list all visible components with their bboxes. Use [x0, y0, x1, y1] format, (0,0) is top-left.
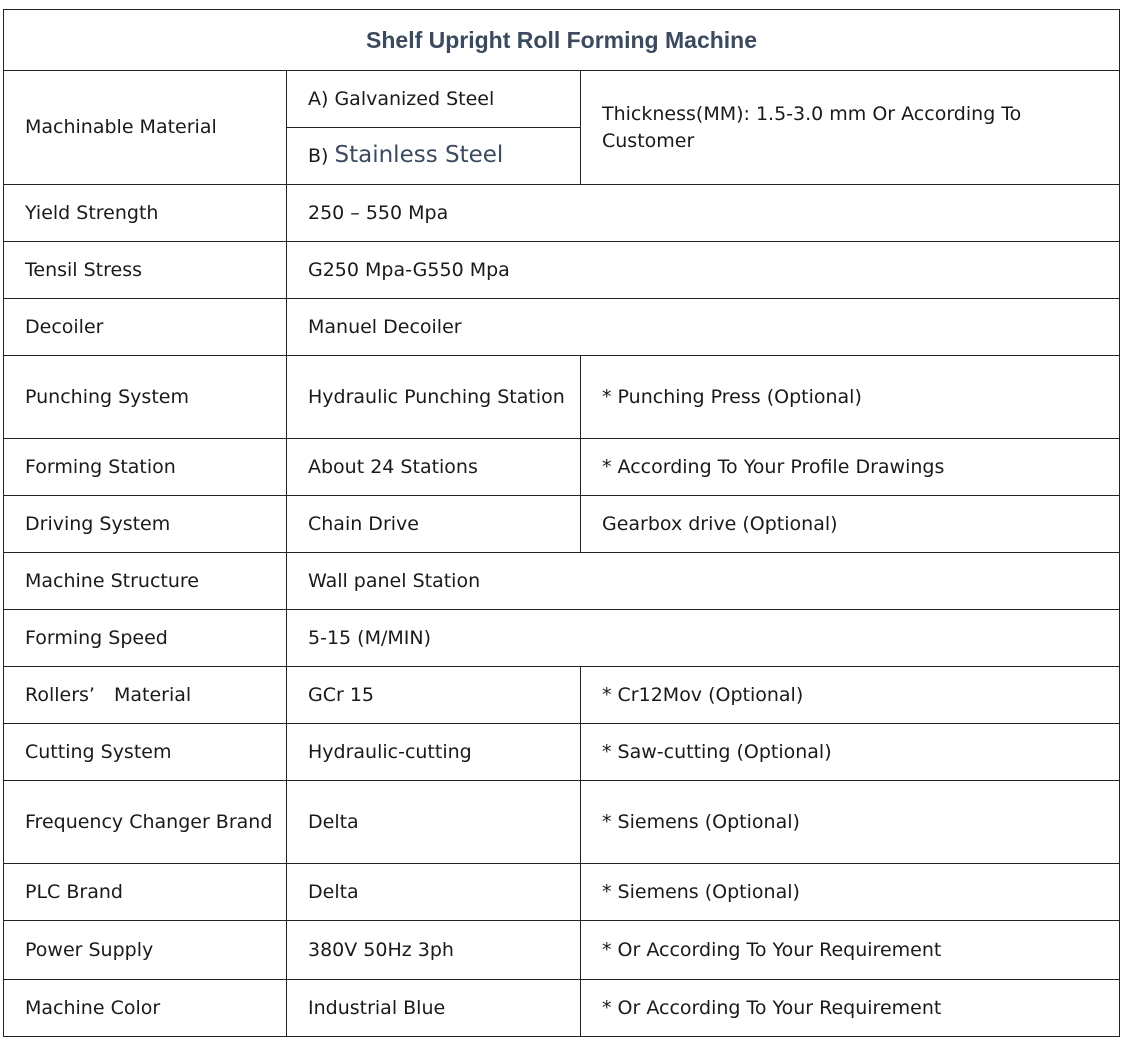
row-option: * Or According To Your Requirement [581, 921, 1120, 980]
table-row-punching-system [4, 356, 1120, 439]
row-value: 380V 50Hz 3ph [287, 921, 581, 980]
row-option: * Or According To Your Requirement [581, 980, 1120, 1037]
material-option-b-text: Stainless Steel [334, 142, 504, 168]
row-option: * Siemens (Optional) [581, 781, 1120, 864]
table-row-cutting-system [4, 724, 1120, 781]
table-row-rollers-material [4, 667, 1120, 724]
row-option: * Siemens (Optional) [581, 864, 1120, 921]
table-row-machinable-material [4, 71, 1120, 128]
table-row-tensil-stress [4, 242, 1120, 299]
row-value: Delta [287, 864, 581, 921]
table-row-machine-color [4, 980, 1120, 1037]
row-value: About 24 Stations [287, 439, 581, 496]
table-row-forming-speed [4, 610, 1120, 667]
row-value: GCr 15 [287, 667, 581, 724]
material-option-b [287, 128, 581, 185]
table-row-machine-structure [4, 553, 1120, 610]
material-option-a: A) Galvanized Steel [287, 71, 581, 128]
title-row [4, 10, 1120, 71]
row-value: Chain Drive [287, 496, 581, 553]
material-thickness: Thickness(MM): 1.5-3.0 mm Or According To Customer [581, 71, 1120, 185]
row-value: G250 Mpa-G550 Mpa [287, 242, 1120, 299]
row-label: Rollers’ Material [4, 667, 287, 724]
row-label: Driving System [4, 496, 287, 553]
row-label: Yield Strength [4, 185, 287, 242]
table-row-decoiler [4, 299, 1120, 356]
row-option: * Cr12Mov (Optional) [581, 667, 1120, 724]
row-value: 5-15 (M/MIN) [287, 610, 1120, 667]
row-option: * Saw-cutting (Optional) [581, 724, 1120, 781]
row-label: Forming Speed [4, 610, 287, 667]
spec-table [3, 9, 1120, 1037]
table-row-frequency-changer-brand [4, 781, 1120, 864]
row-option: * According To Your Profile Drawings [581, 439, 1120, 496]
row-label: Cutting System [4, 724, 287, 781]
row-label: Forming Station [4, 439, 287, 496]
row-value: Hydraulic-cutting [287, 724, 581, 781]
row-label: Punching System [4, 356, 287, 439]
row-value: Hydraulic Punching Station [287, 356, 581, 439]
table-row-forming-station [4, 439, 1120, 496]
row-label: Frequency Changer Brand [4, 781, 287, 864]
table-title: Shelf Upright Roll Forming Machine [4, 10, 1120, 71]
row-value: 250 – 550 Mpa [287, 185, 1120, 242]
row-label: PLC Brand [4, 864, 287, 921]
table-row-plc-brand [4, 864, 1120, 921]
row-value: Wall panel Station [287, 553, 1120, 610]
row-label: Machine Color [4, 980, 287, 1037]
row-value: Manuel Decoiler [287, 299, 1120, 356]
table-row-yield-strength [4, 185, 1120, 242]
row-option: Gearbox drive (Optional) [581, 496, 1120, 553]
row-label: Machinable Material [4, 71, 287, 185]
material-option-b-prefix: B) [308, 145, 335, 167]
row-value: Delta [287, 781, 581, 864]
row-option: * Punching Press (Optional) [581, 356, 1120, 439]
row-label: Machine Structure [4, 553, 287, 610]
row-value: Industrial Blue [287, 980, 581, 1037]
row-label: Tensil Stress [4, 242, 287, 299]
row-label: Power Supply [4, 921, 287, 980]
table-row-driving-system [4, 496, 1120, 553]
row-label: Decoiler [4, 299, 287, 356]
table-row-power-supply [4, 921, 1120, 980]
